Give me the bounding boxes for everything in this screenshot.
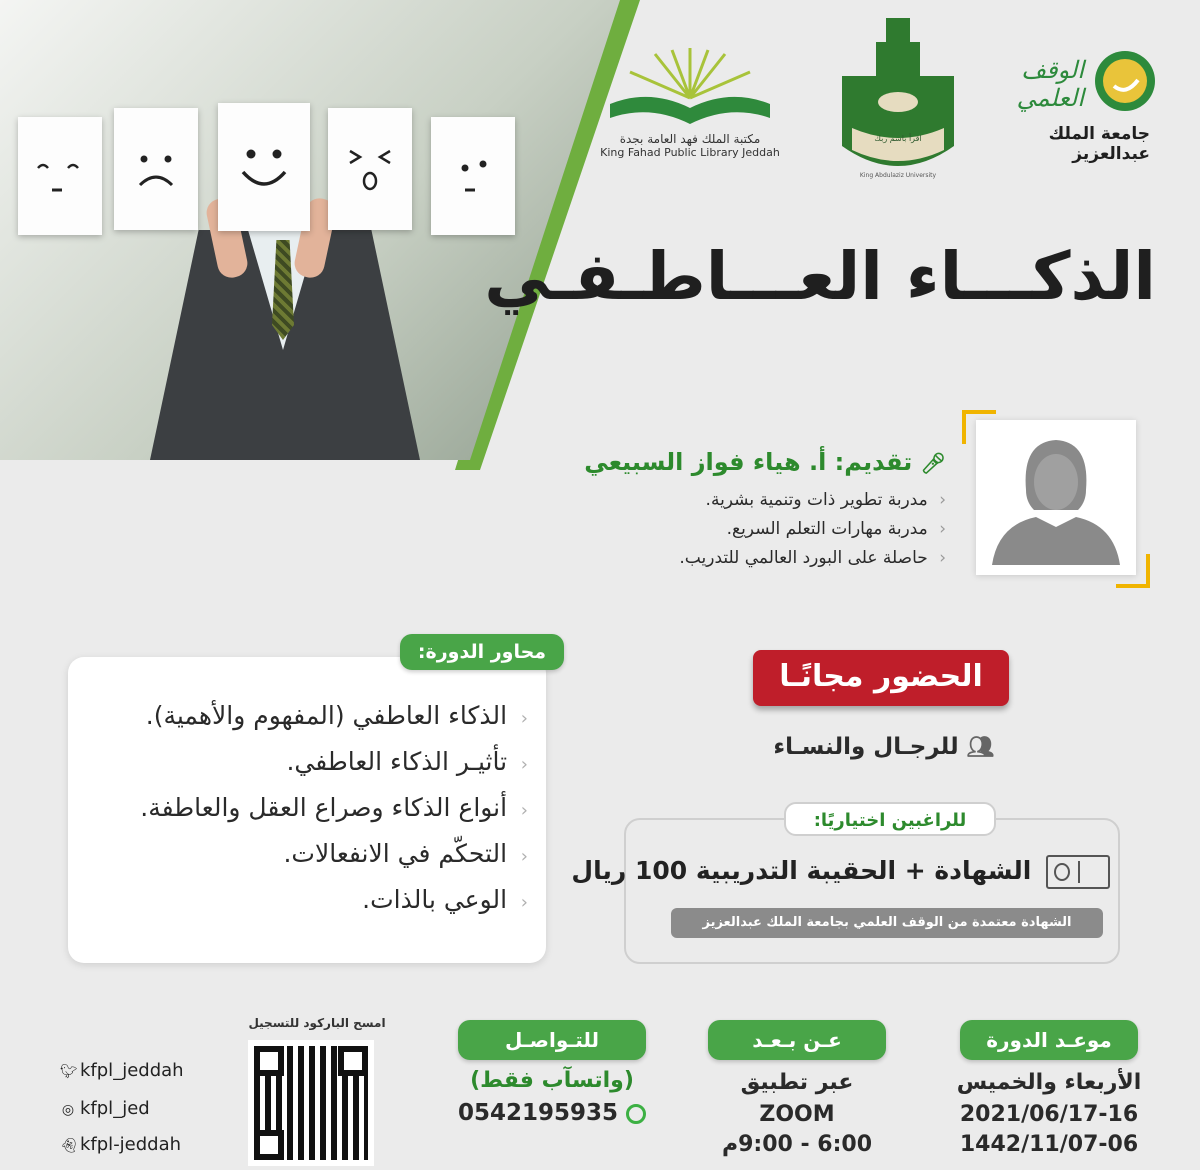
remote-app: ZOOM bbox=[759, 1102, 835, 1127]
waqf-emblem-icon bbox=[1092, 48, 1158, 114]
schedule-heading: موعـد الدورة bbox=[960, 1020, 1138, 1060]
topic-item: ‹ أنواع الذكاء وصراع العقل والعاطفة. bbox=[78, 793, 528, 822]
instagram-icon: ◎ bbox=[61, 1102, 75, 1118]
face-card-shocked bbox=[328, 108, 412, 230]
university-name-en: King Abdulaziz University bbox=[859, 172, 937, 179]
credential-item: ‹ مدربة تطوير ذات وتنمية بشرية. bbox=[679, 490, 946, 510]
face-card-neutral bbox=[431, 117, 515, 235]
audience-label: للرجـال والنسـاء bbox=[773, 734, 959, 760]
female-avatar-icon bbox=[976, 420, 1136, 575]
university-seal-text: اقرأ باسم ربك bbox=[874, 134, 922, 143]
waqf-name-ar: الوقف العلمي bbox=[1016, 56, 1084, 112]
face-card-happy bbox=[218, 103, 310, 231]
instagram-label: kfpl_jed bbox=[80, 1098, 150, 1119]
university-name-ar: جامعة الملك عبدالعزيز bbox=[1048, 124, 1150, 164]
twitter-handle[interactable] bbox=[60, 1060, 184, 1081]
contact-phone-row[interactable] bbox=[454, 1100, 650, 1126]
library-name-en: King Fahad Public Library Jeddah bbox=[600, 146, 780, 159]
twitter-label: kfpl_jeddah bbox=[80, 1060, 184, 1081]
presenter-credentials bbox=[679, 490, 946, 577]
optional-heading: للراغبين اختياريًا: bbox=[784, 802, 996, 836]
topics-heading: محاور الدورة: bbox=[400, 634, 564, 670]
instagram-handle[interactable] bbox=[60, 1098, 150, 1119]
schedule-dates-hijri: 1442/11/07-06 bbox=[959, 1132, 1139, 1157]
whatsapp-icon bbox=[626, 1104, 646, 1124]
university-crest bbox=[838, 16, 958, 184]
library-logo bbox=[600, 40, 780, 159]
library-name-ar: مكتبة الملك فهد العامة بجدة bbox=[619, 132, 761, 146]
contact-heading: للتـواصـل bbox=[458, 1020, 646, 1060]
group-people-icon: 👥︎ bbox=[966, 735, 995, 760]
presenter-avatar bbox=[976, 420, 1136, 575]
schedule-days: الأربعاء والخميس bbox=[956, 1070, 1142, 1095]
certificate-note: الشهادة معتمدة من الوقف العلمي بجامعة الملك عبدالعزيز bbox=[671, 908, 1103, 938]
snapchat-icon: 👻︎ bbox=[60, 1138, 78, 1154]
free-attendance-badge: الحضور مجانًـا bbox=[753, 650, 1009, 706]
audience bbox=[756, 734, 1012, 760]
certificate-icon bbox=[1046, 855, 1110, 889]
topic-item: ‹ التحكّم في الانفعالات. bbox=[78, 839, 528, 868]
snapchat-label: kfpl-jeddah bbox=[80, 1134, 182, 1155]
open-book-sun-icon bbox=[600, 40, 780, 128]
face-card-smirk bbox=[18, 117, 102, 235]
contact-note: (واتسآب فقط) bbox=[470, 1068, 634, 1093]
topic-item: ‹ الوعي بالذات. bbox=[78, 885, 528, 914]
topics-list bbox=[78, 701, 528, 931]
frame-corner-bottom bbox=[1116, 554, 1150, 588]
neutral-face-icon bbox=[443, 146, 503, 206]
snapchat-handle[interactable] bbox=[60, 1134, 181, 1155]
face-card-sad bbox=[114, 108, 198, 230]
sad-face-icon bbox=[126, 139, 186, 199]
twitter-icon: 🐦︎ bbox=[60, 1064, 78, 1080]
remote-via: عبر تطبيق bbox=[740, 1070, 854, 1095]
happy-face-icon bbox=[231, 134, 297, 200]
optional-box bbox=[624, 818, 1120, 964]
shocked-face-icon bbox=[340, 139, 400, 199]
waqf-logo bbox=[984, 40, 1170, 164]
contact-phone[interactable]: 0542195935 bbox=[457, 1100, 619, 1126]
credential-item: ‹ مدربة مهارات التعلم السريع. bbox=[679, 519, 946, 539]
presenter-label: تقديم: أ. هياء فواز السبيعي bbox=[584, 448, 913, 476]
microphone-icon: 🎤︎ bbox=[920, 451, 946, 475]
offer-text: الشهادة + الحقيبة التدريبية 100 ريال bbox=[571, 856, 1032, 885]
university-tower-icon bbox=[838, 16, 958, 184]
remote-time: 6:00 - 9:00م bbox=[721, 1132, 873, 1157]
registration-qr-code[interactable] bbox=[248, 1040, 374, 1166]
topic-item: ‹ تأثيـر الذكاء العاطفي. bbox=[78, 747, 528, 776]
presenter-name bbox=[584, 448, 946, 476]
optional-offer bbox=[571, 855, 1110, 889]
qr-caption: امسح الباركود للتسجيل bbox=[248, 1016, 386, 1030]
course-title: الذكـــاء العـــاطـفـي bbox=[484, 238, 1156, 315]
topics-card bbox=[68, 657, 546, 963]
remote-heading: عـن بـعـد bbox=[708, 1020, 886, 1060]
schedule-dates-gregorian: 2021/06/17-16 bbox=[959, 1102, 1139, 1127]
smirk-face-icon bbox=[30, 146, 90, 206]
topic-item: ‹ الذكاء العاطفي (المفهوم والأهمية). bbox=[78, 701, 528, 730]
credential-item: ‹ حاصلة على البورد العالمي للتدريب. bbox=[679, 548, 946, 568]
frame-corner-top bbox=[962, 410, 996, 444]
